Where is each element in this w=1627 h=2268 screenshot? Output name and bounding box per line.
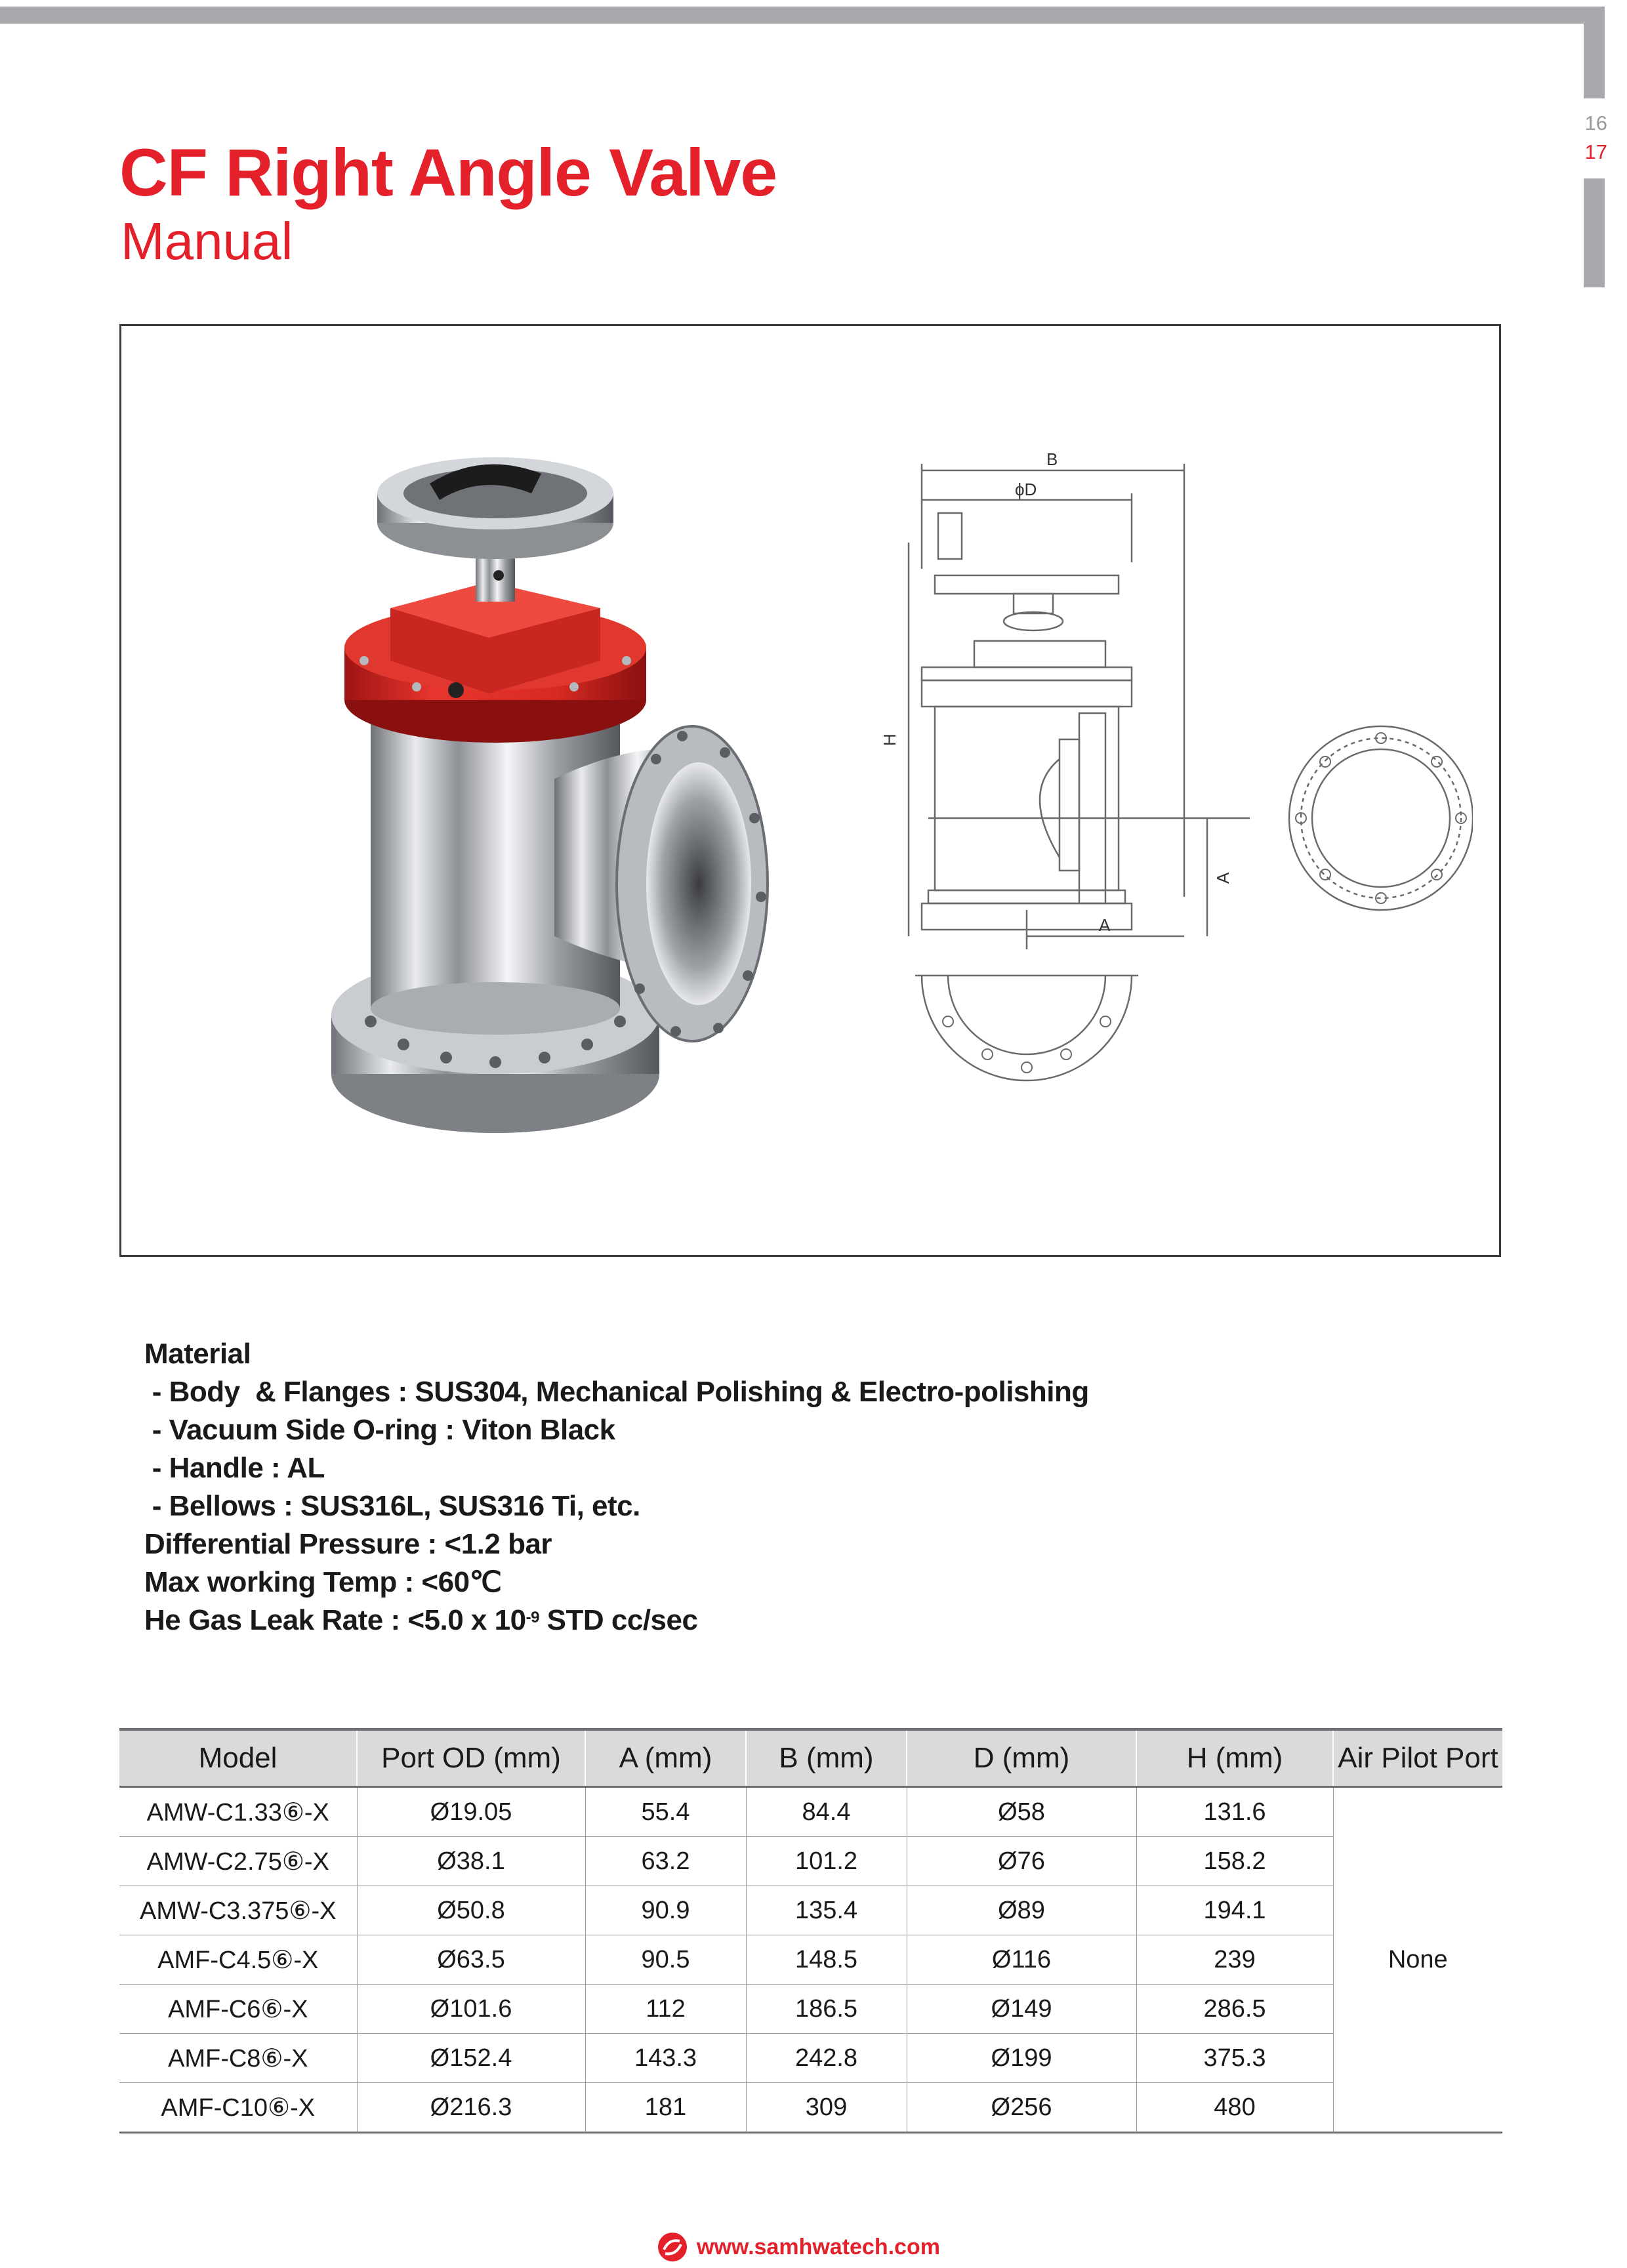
column-header: Model: [119, 1729, 357, 1787]
cell-b: 186.5: [746, 1985, 907, 2034]
cell-h: 239: [1136, 1935, 1333, 1985]
column-header: H (mm): [1136, 1729, 1333, 1787]
valve-photo: [272, 411, 771, 1153]
column-header: D (mm): [907, 1729, 1136, 1787]
cell-port-od: Ø216.3: [357, 2083, 585, 2133]
cell-b: 148.5: [746, 1935, 907, 1985]
cell-model: AMW-C3.375⑥-X: [119, 1886, 357, 1935]
table-row: [119, 1985, 1502, 2034]
leak-rate-exponent: -9: [525, 1609, 539, 1626]
product-figure: [119, 324, 1501, 1257]
current-page-number: 17: [1584, 140, 1607, 163]
spec-bellows: - Bellows : SUS316L, SUS316 Ti, etc.: [144, 1490, 640, 1522]
cell-a: 90.5: [585, 1935, 746, 1985]
dimension-label-a-vertical: A: [1213, 872, 1233, 884]
cell-port-od: Ø19.05: [357, 1787, 585, 1837]
cell-air-pilot-port: None: [1333, 1787, 1502, 2133]
cell-a: 90.9: [585, 1886, 746, 1935]
table-row: [119, 1837, 1502, 1886]
cell-h: 158.2: [1136, 1837, 1333, 1886]
page-title: CF Right Angle Valve: [119, 135, 777, 210]
table-row: [119, 1886, 1502, 1935]
cell-d: Ø256: [907, 2083, 1136, 2133]
cell-port-od: Ø152.4: [357, 2034, 585, 2083]
footer: [657, 2231, 940, 2263]
cell-h: 286.5: [1136, 1985, 1333, 2034]
cell-h: 480: [1136, 2083, 1333, 2133]
column-header: A (mm): [585, 1729, 746, 1787]
dimension-label-b: B: [1046, 451, 1058, 469]
leak-rate-prefix: He Gas Leak Rate : <5.0 x 10: [144, 1604, 526, 1636]
side-decorative-bar: [1584, 7, 1605, 98]
material-heading: Material: [144, 1338, 251, 1370]
table-row: [119, 1787, 1502, 1837]
side-decorative-bar: [1584, 178, 1605, 287]
technical-drawing: [843, 451, 1473, 1146]
spec-max-temp: Max working Temp : <60℃: [144, 1566, 502, 1598]
cell-port-od: Ø101.6: [357, 1985, 585, 2034]
model-dimensions-table: [119, 1728, 1502, 2134]
spec-body-flanges: - Body & Flanges : SUS304, Mechanical Polishing & Electro-polishing: [144, 1376, 1089, 1408]
cell-b: 101.2: [746, 1837, 907, 1886]
cell-model: AMF-C10⑥-X: [119, 2083, 357, 2133]
cell-b: 309: [746, 2083, 907, 2133]
cell-model: AMF-C4.5⑥-X: [119, 1935, 357, 1985]
column-header: B (mm): [746, 1729, 907, 1787]
cell-d: Ø89: [907, 1886, 1136, 1935]
spec-handle: - Handle : AL: [144, 1452, 325, 1484]
company-logo-icon: [657, 2232, 688, 2262]
cell-model: AMF-C8⑥-X: [119, 2034, 357, 2083]
dimension-label-h: H: [880, 733, 899, 746]
cell-d: Ø116: [907, 1935, 1136, 1985]
cell-port-od: Ø38.1: [357, 1837, 585, 1886]
website-link[interactable]: www.samhwatech.com: [697, 2234, 940, 2259]
cell-h: 375.3: [1136, 2034, 1333, 2083]
cell-a: 112: [585, 1985, 746, 2034]
specifications: [144, 1335, 1089, 1639]
table-row: [119, 1935, 1502, 1985]
dimension-label-phi-d: ϕD: [1015, 480, 1037, 499]
cell-d: Ø149: [907, 1985, 1136, 2034]
cell-model: AMF-C6⑥-X: [119, 1985, 357, 2034]
top-decorative-bar: [0, 7, 1605, 24]
column-header: Port OD (mm): [357, 1729, 585, 1787]
dimension-label-a-horizontal: A: [1099, 915, 1111, 935]
cell-model: AMW-C1.33⑥-X: [119, 1787, 357, 1837]
cell-h: 131.6: [1136, 1787, 1333, 1837]
cell-b: 242.8: [746, 2034, 907, 2083]
cell-a: 143.3: [585, 2034, 746, 2083]
cell-d: Ø58: [907, 1787, 1136, 1837]
table-row: [119, 2083, 1502, 2133]
spec-leak-rate: [144, 1601, 1089, 1639]
cell-port-od: Ø50.8: [357, 1886, 585, 1935]
cell-model: AMW-C2.75⑥-X: [119, 1837, 357, 1886]
table-header-row: [119, 1729, 1502, 1787]
previous-page-number: 16: [1584, 112, 1607, 134]
spec-differential-pressure: Differential Pressure : <1.2 bar: [144, 1528, 552, 1560]
cell-a: 63.2: [585, 1837, 746, 1886]
leak-rate-suffix: STD cc/sec: [539, 1604, 698, 1636]
table-row: [119, 2034, 1502, 2083]
spec-oring: - Vacuum Side O-ring : Viton Black: [144, 1414, 615, 1446]
cell-a: 181: [585, 2083, 746, 2133]
cell-a: 55.4: [585, 1787, 746, 1837]
cell-port-od: Ø63.5: [357, 1935, 585, 1985]
cell-b: 135.4: [746, 1886, 907, 1935]
cell-h: 194.1: [1136, 1886, 1333, 1935]
column-header: Air Pilot Port: [1333, 1729, 1502, 1787]
page-subtitle: Manual: [121, 212, 293, 270]
cell-d: Ø199: [907, 2034, 1136, 2083]
cell-b: 84.4: [746, 1787, 907, 1837]
cell-d: Ø76: [907, 1837, 1136, 1886]
